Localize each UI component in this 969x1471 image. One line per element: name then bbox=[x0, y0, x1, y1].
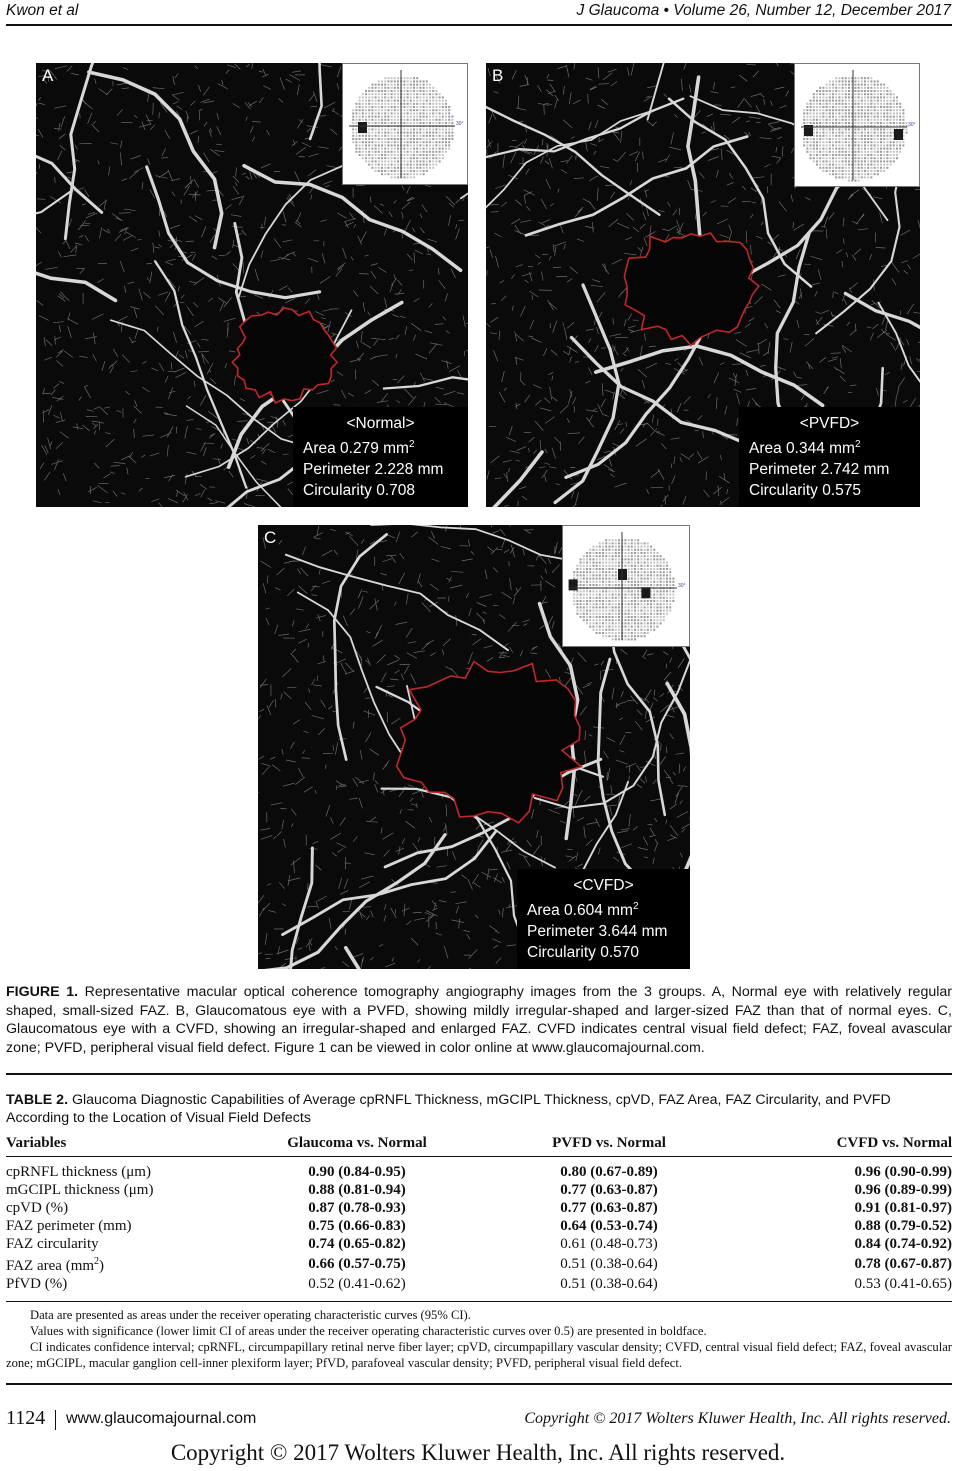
column-header: Variables bbox=[6, 1133, 236, 1157]
copyright-watermark: Copyright © 2017 Wolters Kluwer Health, Inc. All rights reserved. bbox=[170, 1440, 786, 1465]
figure-panel-c bbox=[258, 525, 690, 969]
row-variable: cpRNFL thickness (μm) bbox=[6, 1164, 151, 1180]
row-variable: mGCIPL thickness (μm) bbox=[6, 1182, 154, 1198]
table-cell: 0.90 (0.84-0.95) bbox=[308, 1164, 406, 1180]
table-row bbox=[6, 1181, 952, 1199]
group-label: <PVFD> bbox=[799, 414, 860, 432]
perimeter-label: Perimeter 2.228 mm bbox=[303, 461, 444, 478]
table-note: CI indicates confidence interval; cpRNFL, circumpapillary retinal nerve fiber layer; cpVD, circumpapillary vascular density; CVFD, central visual field defect; FAZ, foveal avascular zone; mGCIPL, macular ganglion cell-inner plexiform layer; PfVD, parafoveal vascular density; PVFD, peripheral visual field defect. bbox=[6, 1340, 952, 1370]
table-row bbox=[6, 1235, 952, 1253]
table-cell: 0.78 (0.67-0.87) bbox=[854, 1256, 952, 1272]
circularity-label: Circularity 0.575 bbox=[749, 482, 861, 499]
faz-measurements-c: <CVFD> Area 0.604 $mm^2$ Perimeter 3.644 mm Circularity 0.570 bbox=[517, 869, 690, 969]
perimeter-label: Perimeter 3.644 mm bbox=[527, 923, 668, 940]
column-header: Glaucoma vs. Normal bbox=[236, 1133, 478, 1157]
circularity-label: Circularity 0.570 bbox=[527, 944, 639, 961]
table-notes bbox=[6, 1307, 952, 1371]
faz-measurements-a: <Normal> Area 0.279 $mm^2$ Perimeter 2.228 mm Circularity 0.708 bbox=[293, 407, 468, 507]
table-caption-label: TABLE 2. bbox=[6, 1092, 69, 1108]
table-row bbox=[6, 1253, 952, 1275]
visual-field-inset-a bbox=[342, 63, 468, 185]
area-label: Area 0.279 mm bbox=[303, 440, 409, 457]
table-header-row bbox=[6, 1133, 952, 1157]
table-cell: 0.61 (0.48-0.73) bbox=[560, 1236, 658, 1252]
panel-label-b: B bbox=[492, 66, 504, 85]
journal-website: www.glaucomajournal.com bbox=[66, 1410, 257, 1427]
table-row bbox=[6, 1199, 952, 1217]
panel-label-a: A bbox=[42, 66, 54, 85]
table-cell: 0.88 (0.81-0.94) bbox=[308, 1182, 406, 1198]
table-cell: 0.51 (0.38-0.64) bbox=[478, 1275, 740, 1302]
table-cell: 0.75 (0.66-0.83) bbox=[308, 1218, 406, 1234]
table-cell: 0.53 (0.41-0.65) bbox=[740, 1275, 952, 1302]
table-cell: 0.77 (0.63-0.87) bbox=[560, 1200, 658, 1216]
svg-text:30°: 30° bbox=[678, 583, 686, 589]
running-head-journal: J Glaucoma • Volume 26, Number 12, December 2017 bbox=[576, 2, 951, 19]
circularity-label: Circularity 0.708 bbox=[303, 482, 415, 499]
table-cell: 0.66 (0.57-0.75) bbox=[308, 1256, 406, 1272]
running-head-author: Kwon et al bbox=[6, 2, 79, 19]
table-cell: 0.51 (0.38-0.64) bbox=[560, 1256, 658, 1272]
row-variable: cpVD (%) bbox=[6, 1200, 69, 1216]
figure-caption-text: Representative macular optical coherence tomography angiography images from the 3 groups. A, Normal eye with relatively regular shaped, small-sized FAZ. B, Glaucomatous eye with a PVFD, showing mildly irregular-shaped and larger-sized FAZ than that of normal eyes. C, Glaucomatous eye with a CVFD, showing an irregular-shaped and enlarged FAZ. CVFD indicates central visual field defect; FAZ, foveal avascular zone; PVFD, peripheral visual field defect. Figure 1 can be viewed in color online at www.glaucomajournal.com. bbox=[6, 984, 952, 1056]
table-cell: 0.84 (0.74-0.92) bbox=[854, 1236, 952, 1252]
footer-separator bbox=[55, 1410, 56, 1430]
table-cell: 0.77 (0.63-0.87) bbox=[560, 1182, 658, 1198]
svg-text:30°: 30° bbox=[456, 121, 464, 127]
row-variable: FAZ perimeter (mm) bbox=[6, 1218, 132, 1234]
visual-field-inset-c bbox=[562, 525, 690, 647]
table-cell: 0.91 (0.81-0.97) bbox=[854, 1200, 952, 1216]
figure-caption-label: FIGURE 1. bbox=[6, 984, 79, 1000]
table-cell: 0.74 (0.65-0.82) bbox=[308, 1236, 406, 1252]
panel-label-c: C bbox=[264, 528, 277, 547]
area-label: Area 0.604 mm bbox=[527, 902, 633, 919]
row-variable: PfVD (%) bbox=[6, 1275, 236, 1302]
column-header: CVFD vs. Normal bbox=[740, 1133, 952, 1157]
table-cell: 0.64 (0.53-0.74) bbox=[560, 1218, 658, 1234]
page-number: 1124 bbox=[6, 1407, 46, 1429]
table-row bbox=[6, 1275, 952, 1302]
area-label: Area 0.344 mm bbox=[749, 440, 855, 457]
column-header: PVFD vs. Normal bbox=[478, 1133, 740, 1157]
footer-copyright: Copyright © 2017 Wolters Kluwer Health, Inc. All rights reserved. bbox=[524, 1410, 951, 1427]
table-cell: 0.96 (0.90-0.99) bbox=[854, 1164, 952, 1180]
table-cell: 0.80 (0.67-0.89) bbox=[560, 1164, 658, 1180]
faz-measurements-b: <PVFD> Area 0.344 $mm^2$ Perimeter 2.742 mm Circularity 0.575 bbox=[739, 407, 920, 507]
table-note: Values with significance (lower limit CI of areas under the receiver operating characteristic curves over 0.5) are presented in boldface. bbox=[30, 1324, 707, 1338]
table-note: Data are presented as areas under the receiver operating characteristic curves (95% CI). bbox=[30, 1308, 471, 1322]
figure-caption bbox=[6, 983, 952, 1057]
table-row bbox=[6, 1157, 952, 1182]
group-label: <CVFD> bbox=[573, 876, 634, 894]
row-variable: FAZ area $(mm^2)$ bbox=[6, 1256, 105, 1274]
svg-text:30°: 30° bbox=[908, 122, 916, 128]
table-caption bbox=[6, 1091, 952, 1127]
table-caption-title: Glaucoma Diagnostic Capabilities of Average cpRNFL Thickness, mGCIPL Thickness, cpVD, FAZ Area, FAZ Circularity, and PVFD According to the Location of Visual Field Defects bbox=[6, 1092, 891, 1126]
perimeter-label: Perimeter 2.742 mm bbox=[749, 461, 890, 478]
visual-field-inset-b bbox=[794, 63, 920, 187]
table-cell: 0.88 (0.79-0.52) bbox=[854, 1218, 952, 1234]
header-rule bbox=[6, 24, 952, 26]
group-label: <Normal> bbox=[346, 414, 415, 432]
row-variable: FAZ circularity bbox=[6, 1236, 99, 1252]
table-cell: 0.96 (0.89-0.99) bbox=[854, 1182, 952, 1198]
table-2 bbox=[6, 1133, 952, 1302]
figure-panel-a bbox=[36, 63, 468, 507]
table-top-rule bbox=[6, 1073, 952, 1075]
table-cell: 0.52 (0.41-0.62) bbox=[236, 1275, 478, 1302]
footer-rule bbox=[6, 1383, 952, 1385]
table-row bbox=[6, 1217, 952, 1235]
table-cell: 0.87 (0.78-0.93) bbox=[308, 1200, 406, 1216]
figure-panel-b bbox=[486, 63, 920, 507]
